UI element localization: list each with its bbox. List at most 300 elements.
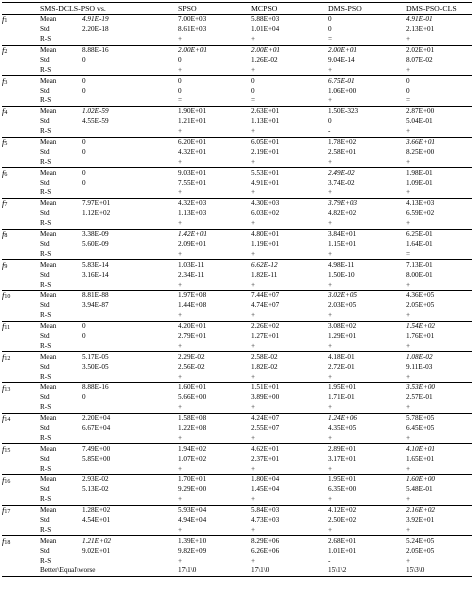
mean-cell: 1.28E+02	[82, 506, 111, 515]
rs-cell: +	[178, 219, 183, 228]
rs-cell: +	[178, 341, 183, 350]
rs-cell-empty	[82, 464, 178, 474]
std-cell: 6.35E+00	[328, 485, 357, 494]
table-row	[2, 393, 472, 403]
stat-label: R-S	[40, 556, 52, 565]
mean-cell: 1.90E+01	[178, 107, 207, 116]
std-cell: 3.92E+01	[406, 515, 435, 524]
mean-cell: 0	[82, 322, 86, 331]
rs-cell: +	[406, 433, 411, 442]
rs-cell: +	[178, 188, 183, 197]
std-cell: 4.73E+03	[251, 515, 280, 524]
table-row	[2, 321, 472, 331]
summary-cell: 15\1\2	[328, 566, 347, 575]
mean-cell: 7.49E+00	[82, 444, 111, 453]
mean-cell: 5.88E+03	[251, 15, 280, 24]
table-row	[2, 96, 472, 106]
summary-label: Better\Equal\worse	[40, 566, 96, 575]
mean-cell: 1.39E+10	[178, 536, 207, 545]
std-cell: 1.13E+01	[251, 117, 280, 126]
function-label-empty	[2, 311, 40, 321]
rs-cell: +	[328, 249, 333, 258]
stat-label: R-S	[40, 249, 52, 258]
rs-cell: +	[406, 35, 411, 44]
mean-cell: 0	[251, 76, 255, 85]
mean-cell: 1.95E+01	[328, 383, 357, 392]
std-cell: 4.54E+01	[82, 515, 111, 524]
mean-cell: 1.78E+02	[328, 138, 357, 147]
mean-cell: 7.00E+03	[178, 15, 207, 24]
function-index: 3	[4, 79, 8, 86]
std-cell: 1.71E-01	[328, 393, 355, 402]
function-label-empty	[2, 127, 40, 137]
stat-label: Std	[40, 25, 50, 34]
rs-cell-empty	[82, 556, 178, 566]
mean-cell: 6.20E+01	[178, 138, 207, 147]
mean-cell: 4.98E-11	[328, 260, 355, 269]
mean-cell: 4.62E+01	[251, 444, 280, 453]
std-cell: 1.44E+08	[178, 301, 207, 310]
std-cell: 1.65E+01	[406, 454, 435, 463]
mean-cell: 3.08E+02	[328, 322, 357, 331]
std-cell: 6.59E+02	[406, 209, 435, 218]
rs-cell-empty	[82, 96, 178, 106]
rs-cell: +	[251, 341, 256, 350]
stat-label: R-S	[40, 464, 52, 473]
std-cell: 2.05E+05	[406, 546, 435, 555]
stat-label: Std	[40, 423, 50, 432]
std-cell: 4.74E+07	[251, 301, 280, 310]
std-cell: 2.79E+01	[178, 331, 207, 340]
std-cell: 0	[82, 393, 86, 402]
std-cell: 3.89E+00	[251, 393, 280, 402]
function-index: 11	[4, 325, 11, 332]
function-label-empty	[2, 280, 40, 290]
stat-label: Mean	[40, 444, 57, 453]
function-label	[2, 475, 40, 485]
function-letter: f	[2, 443, 5, 454]
function-index: 18	[4, 539, 11, 546]
function-label	[2, 260, 40, 270]
rs-cell: +	[251, 188, 256, 197]
rs-cell: +	[251, 403, 256, 412]
stat-label: Mean	[40, 291, 57, 300]
function-label-empty	[2, 393, 40, 403]
stat-label: Std	[40, 178, 50, 187]
rs-cell: -	[328, 556, 331, 565]
mean-cell: 1.58E+08	[178, 414, 207, 423]
rs-cell: -	[328, 127, 331, 136]
table-row	[2, 505, 472, 515]
rs-cell: +	[178, 495, 183, 504]
std-cell: 9.11E-03	[406, 362, 433, 371]
table-row	[2, 301, 472, 311]
header-cell: SPSO	[178, 3, 197, 13]
function-index: 4	[4, 110, 8, 117]
std-cell: 5.48E-01	[406, 485, 433, 494]
stat-label: R-S	[40, 127, 52, 136]
header-spacer	[2, 3, 40, 15]
function-index: 12	[4, 355, 11, 362]
mean-cell: 4.10E+01	[406, 444, 436, 453]
table-row	[2, 464, 472, 474]
std-cell: 9.82E+09	[178, 546, 207, 555]
std-cell: 0	[82, 147, 86, 156]
mean-cell: 1.03E-11	[178, 260, 205, 269]
function-label-empty	[2, 56, 40, 66]
std-cell: 6.45E+05	[406, 423, 435, 432]
rs-cell: +	[328, 372, 333, 381]
rs-cell: +	[406, 280, 411, 289]
function-letter: f	[2, 106, 5, 117]
rs-cell: +	[406, 372, 411, 381]
mean-cell: 4.12E+02	[328, 506, 357, 515]
stat-label: R-S	[40, 65, 52, 74]
summary-row	[2, 566, 472, 576]
rs-cell-empty	[82, 526, 178, 536]
mean-cell: 5.17E-05	[82, 352, 109, 361]
function-label-empty	[2, 516, 40, 526]
table-row	[2, 117, 472, 127]
stat-label: Std	[40, 55, 50, 64]
function-label	[2, 321, 40, 331]
mean-cell: 3.66E+01	[406, 138, 436, 147]
mean-cell: 1.02E-59	[82, 107, 109, 116]
mean-cell: 9.03E+01	[178, 168, 207, 177]
std-cell: 3.74E-02	[328, 178, 355, 187]
rs-cell: +	[328, 157, 333, 166]
rs-cell: +	[328, 219, 333, 228]
std-cell: 4.94E+04	[178, 515, 207, 524]
rs-cell: =	[178, 96, 183, 105]
function-label	[2, 137, 40, 147]
stat-label: Mean	[40, 475, 57, 484]
function-label-empty	[2, 454, 40, 464]
function-label	[2, 76, 40, 86]
rs-cell: +	[406, 525, 411, 534]
stat-label: R-S	[40, 311, 52, 320]
mean-cell: 1.60E+01	[178, 383, 207, 392]
function-letter: f	[2, 351, 5, 362]
table-row	[2, 45, 472, 55]
mean-cell: 6.75E-01	[328, 76, 355, 85]
function-label-empty	[2, 342, 40, 352]
mean-cell: 1.42E+01	[178, 230, 208, 239]
function-index: 17	[4, 509, 11, 516]
table-row	[2, 260, 472, 270]
stat-label: R-S	[40, 219, 52, 228]
std-cell: 1.22E+08	[178, 423, 207, 432]
std-cell: 1.01E+04	[251, 25, 280, 34]
rs-cell: +	[406, 157, 411, 166]
std-cell: 7.55E+01	[178, 178, 207, 187]
table-row	[2, 362, 472, 372]
std-cell: 1.82E-02	[251, 362, 278, 371]
std-cell: 5.85E+00	[82, 454, 111, 463]
mean-cell: 5.84E+03	[251, 506, 280, 515]
mean-cell: 1.70E+01	[178, 475, 207, 484]
rs-cell: +	[251, 280, 256, 289]
stat-label: Std	[40, 485, 50, 494]
std-cell: 1.76E+01	[406, 331, 435, 340]
stat-label: Std	[40, 362, 50, 371]
mean-cell: 8.88E-16	[82, 383, 109, 392]
header-cell: DMS-PSO-CLS	[406, 3, 457, 13]
function-letter: f	[2, 535, 5, 546]
table-row	[2, 546, 472, 556]
function-index: 14	[4, 417, 11, 424]
function-label-empty	[2, 249, 40, 259]
std-cell: 0	[328, 117, 332, 126]
rs-cell: +	[251, 464, 256, 473]
function-label-empty	[2, 209, 40, 219]
std-cell: 2.55E+07	[251, 423, 280, 432]
std-cell: 2.37E+01	[251, 454, 280, 463]
stat-label: R-S	[40, 96, 52, 105]
function-index: 1	[4, 18, 8, 25]
rs-cell-empty	[82, 403, 178, 413]
std-cell: 1.01E+01	[328, 546, 357, 555]
rs-cell: +	[328, 188, 333, 197]
stat-label: Std	[40, 515, 50, 524]
function-index: 15	[4, 447, 11, 454]
rs-cell: +	[328, 280, 333, 289]
mean-cell: 8.88E-16	[82, 46, 109, 55]
std-cell: 1.82E-11	[251, 270, 278, 279]
header-cell: SMS-DCLS-PSO vs.	[40, 3, 106, 13]
mean-cell: 2.00E+01	[328, 46, 358, 55]
stat-label: Mean	[40, 138, 57, 147]
summary-cell: 17\1\0	[178, 566, 197, 575]
table-row	[2, 526, 472, 536]
function-label-empty	[2, 86, 40, 96]
table-row	[2, 444, 472, 454]
table-row	[2, 342, 472, 352]
table-row	[2, 413, 472, 423]
table-row	[2, 107, 472, 117]
rs-cell: =	[251, 96, 256, 105]
function-label-empty	[2, 546, 40, 556]
function-label	[2, 168, 40, 178]
stat-label: Std	[40, 239, 50, 248]
function-letter: f	[2, 413, 5, 424]
mean-cell: 1.21E+02	[82, 536, 112, 545]
stat-label: R-S	[40, 525, 52, 534]
rs-cell: +	[406, 464, 411, 473]
std-cell: 1.07E+02	[178, 454, 207, 463]
function-label-empty	[2, 495, 40, 505]
stat-label: Mean	[40, 199, 57, 208]
rs-cell: =	[406, 249, 411, 258]
std-cell: 1.21E+01	[178, 117, 207, 126]
table-row	[2, 15, 472, 25]
table-row	[2, 56, 472, 66]
std-cell: 2.50E+02	[328, 515, 357, 524]
rs-cell: +	[251, 219, 256, 228]
mean-cell: 3.53E+00	[406, 383, 436, 392]
mean-cell: 4.24E+07	[251, 414, 280, 423]
function-letter: f	[2, 167, 5, 178]
table-row	[2, 168, 472, 178]
table-row	[2, 485, 472, 495]
function-label	[2, 45, 40, 55]
mean-cell: 1.51E+01	[251, 383, 280, 392]
rs-cell: +	[251, 35, 256, 44]
table-row	[2, 148, 472, 158]
function-label-empty	[2, 65, 40, 75]
rs-cell: +	[178, 403, 183, 412]
table-row	[2, 209, 472, 219]
mean-cell: 0	[328, 15, 332, 24]
mean-cell: 2.93E-02	[82, 475, 109, 484]
function-label	[2, 444, 40, 454]
rs-cell: +	[251, 249, 256, 258]
function-index: 16	[4, 478, 11, 485]
table-row	[2, 229, 472, 239]
mean-cell: 1.98E-01	[406, 168, 433, 177]
rs-cell: +	[178, 249, 183, 258]
stat-label: Mean	[40, 46, 57, 55]
mean-cell: 8.29E+06	[251, 536, 280, 545]
stat-label: Mean	[40, 352, 57, 361]
rs-cell: +	[178, 464, 183, 473]
std-cell: 8.07E-02	[406, 55, 433, 64]
mean-cell: 2.00E+01	[251, 46, 281, 55]
mean-cell: 5.78E+05	[406, 414, 435, 423]
table-row	[2, 434, 472, 444]
rs-cell: +	[406, 188, 411, 197]
stat-label: R-S	[40, 188, 52, 197]
rs-cell: +	[178, 433, 183, 442]
mean-cell: 1.80E+04	[251, 475, 280, 484]
rs-cell: +	[328, 403, 333, 412]
rs-cell: +	[328, 525, 333, 534]
table-row	[2, 137, 472, 147]
stat-label: Mean	[40, 536, 57, 545]
rs-cell: +	[406, 219, 411, 228]
mean-cell: 2.89E+01	[328, 444, 357, 453]
stat-label: Mean	[40, 260, 57, 269]
stat-label: Mean	[40, 414, 57, 423]
table-row	[2, 536, 472, 546]
std-cell: 2.13E+01	[406, 25, 435, 34]
mean-cell: 1.94E+02	[178, 444, 207, 453]
rs-cell: +	[406, 311, 411, 320]
std-cell: 1.06E+00	[328, 86, 357, 95]
function-letter: f	[2, 259, 5, 270]
std-cell: 1.29E+01	[328, 331, 357, 340]
function-label-empty	[2, 25, 40, 35]
std-cell: 2.05E+05	[406, 301, 435, 310]
std-cell: 1.19E+01	[251, 239, 280, 248]
std-cell: 0	[251, 86, 255, 95]
table-row	[2, 127, 472, 137]
std-cell: 0	[82, 331, 86, 340]
mean-cell: 2.20E+04	[82, 414, 111, 423]
table-row	[2, 240, 472, 250]
stat-label: Std	[40, 331, 50, 340]
rs-cell: +	[178, 65, 183, 74]
function-label-empty	[2, 464, 40, 474]
std-cell: 1.12E+02	[82, 209, 111, 218]
std-cell: 4.55E-59	[82, 117, 109, 126]
stat-label: Mean	[40, 230, 57, 239]
function-letter: f	[2, 382, 5, 393]
rs-cell-empty	[82, 280, 178, 290]
stat-label: Mean	[40, 383, 57, 392]
rs-cell: +	[178, 525, 183, 534]
mean-cell: 7.13E-01	[406, 260, 433, 269]
std-cell: 2.72E-01	[328, 362, 355, 371]
table-row	[2, 76, 472, 86]
std-cell: 6.67E+04	[82, 423, 111, 432]
std-cell: 0	[82, 55, 86, 64]
table-row	[2, 352, 472, 362]
rs-cell: +	[251, 556, 256, 565]
stat-label: R-S	[40, 341, 52, 350]
rs-cell-empty	[82, 372, 178, 382]
function-label-empty	[2, 117, 40, 127]
rs-cell-empty	[82, 65, 178, 75]
stat-label: Mean	[40, 15, 57, 24]
function-letter: f	[2, 505, 5, 516]
function-letter: f	[2, 137, 5, 148]
rs-cell: +	[328, 464, 333, 473]
std-cell: 6.03E+02	[251, 209, 280, 218]
stat-label: R-S	[40, 403, 52, 412]
std-cell: 4.91E+01	[251, 178, 280, 187]
std-cell: 9.04E-14	[328, 55, 355, 64]
table-row	[2, 65, 472, 75]
rs-cell-empty	[82, 157, 178, 167]
table-row	[2, 403, 472, 413]
rs-cell: +	[178, 556, 183, 565]
stat-label: Mean	[40, 107, 57, 116]
summary-spacer	[2, 566, 40, 576]
stat-label: Mean	[40, 76, 57, 85]
std-cell: 2.09E+01	[178, 239, 207, 248]
mean-cell: 5.83E-14	[82, 260, 109, 269]
stat-label: Std	[40, 454, 50, 463]
table-row	[2, 372, 472, 382]
mean-cell: 2.00E+01	[178, 46, 208, 55]
mean-cell: 1.24E+06	[328, 414, 358, 423]
mean-cell: 6.25E-01	[406, 230, 433, 239]
header-cell: MCPSO	[251, 3, 278, 13]
function-letter: f	[2, 198, 5, 209]
std-cell: 1.45E+04	[251, 485, 280, 494]
mean-cell: 2.29E-02	[178, 352, 205, 361]
stat-label: Mean	[40, 506, 57, 515]
mean-cell: 6.62E-12	[251, 260, 278, 269]
rs-cell: +	[406, 403, 411, 412]
mean-cell: 7.97E+01	[82, 199, 111, 208]
mean-cell: 5.24E+05	[406, 536, 435, 545]
stat-label: R-S	[40, 280, 52, 289]
summary-cell: 17\1\0	[251, 566, 270, 575]
std-cell: 9.02E+01	[82, 546, 111, 555]
stat-label: Std	[40, 86, 50, 95]
function-letter: f	[2, 14, 5, 25]
rs-cell: +	[178, 280, 183, 289]
rs-cell-empty	[82, 434, 178, 444]
std-cell: 1.13E+03	[178, 209, 207, 218]
rs-cell-empty	[82, 219, 178, 229]
std-cell: 5.13E-02	[82, 485, 109, 494]
stat-label: Mean	[40, 168, 57, 177]
mean-cell: 1.54E+02	[406, 322, 436, 331]
std-cell: 5.60E-09	[82, 239, 109, 248]
